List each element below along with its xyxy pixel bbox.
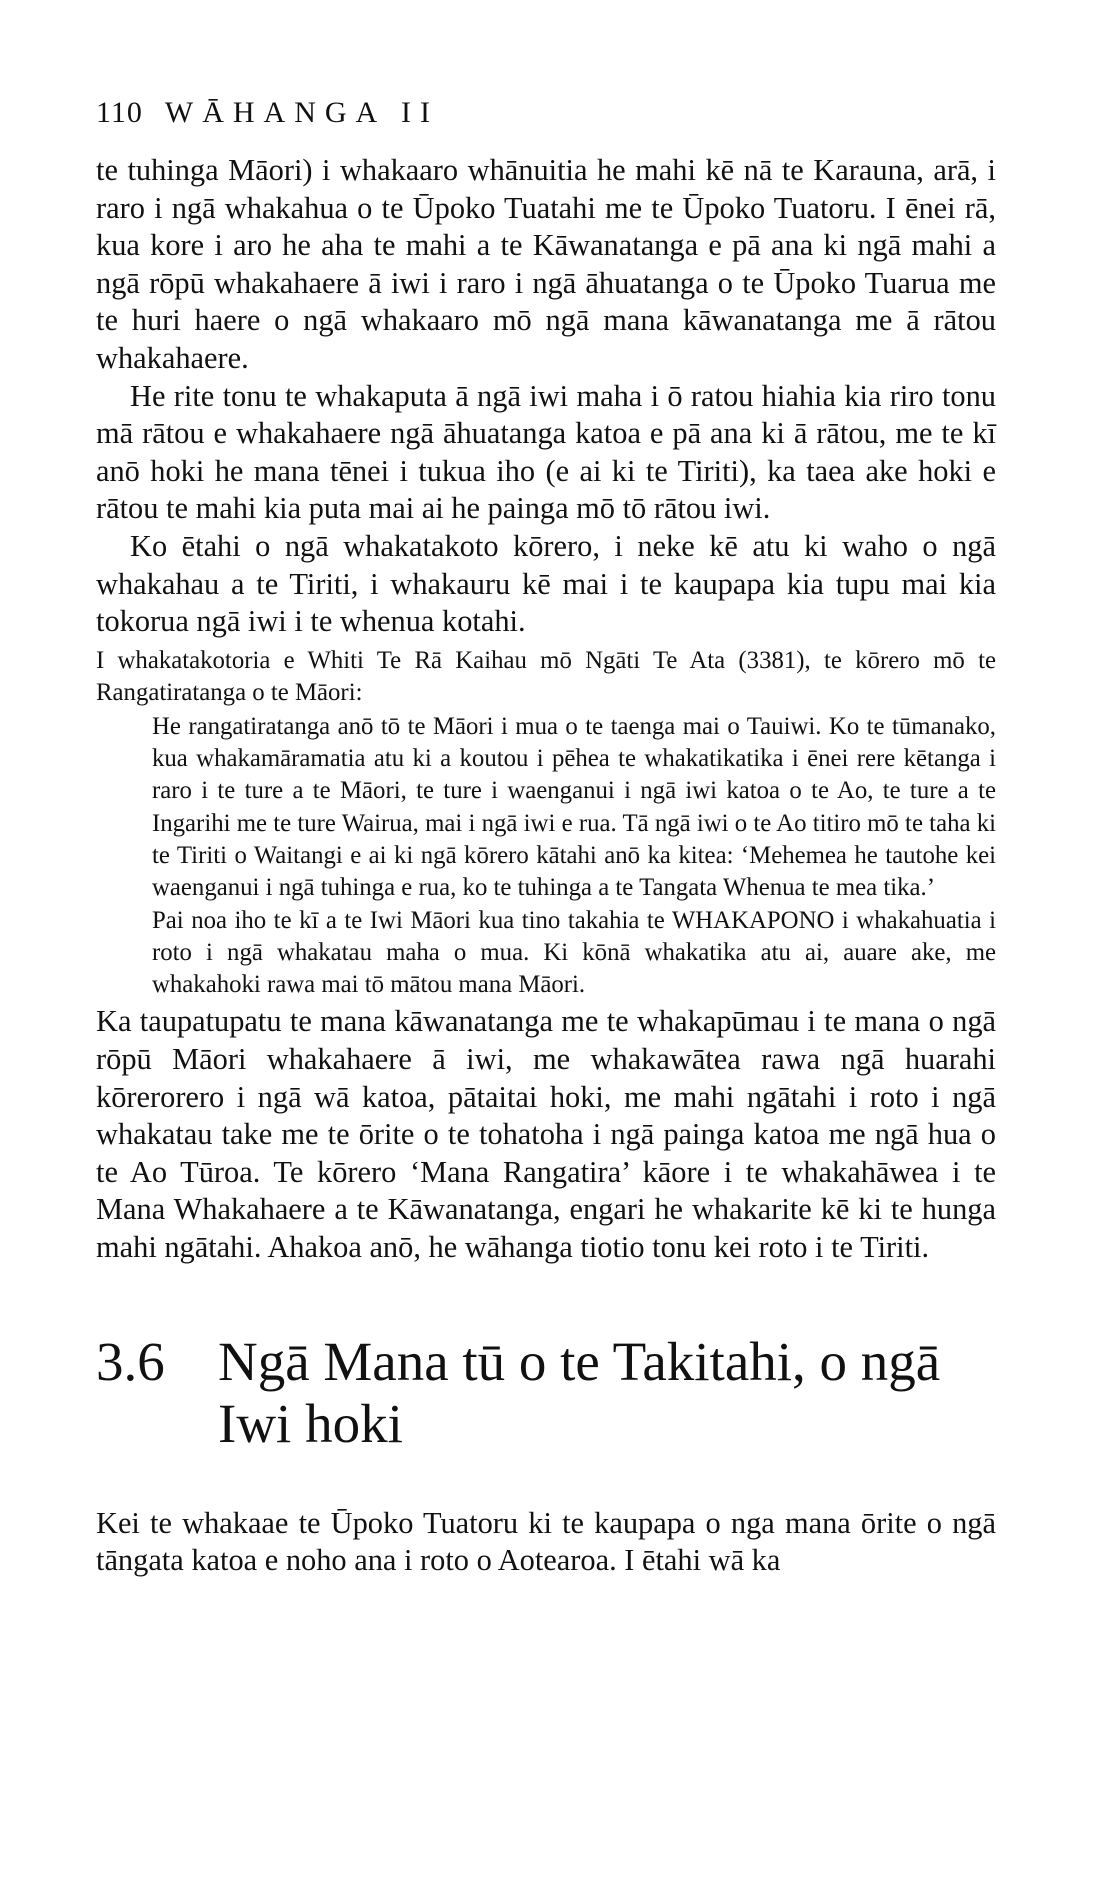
section-label: WĀHANGA II — [164, 96, 440, 129]
section-title: Ngā Mana tū o te Takitahi, o ngā Iwi hoki — [218, 1330, 941, 1454]
running-head — [96, 96, 996, 130]
paragraph: Kei te whakaae te Ūpoko Tuatoru ki te kaupapa o nga mana ōrite o ngā tāngata katoa e noho ana i roto o Aotearoa. I ētahi wā ka — [96, 1505, 996, 1578]
paragraph-continued: te tuhinga Māori) i whakaaro whānuitia he mahi kē nā te Karauna, arā, i raro i ngā whakahua o te Ūpoko Tuatahi me te Ūpoko Tuatoru. I ēnei rā, kua kore i aro he aha te mahi a te Kāwanatanga e pā ana ki ngā mahi a ngā rōpū whakahaere ā iwi i raro i ngā āhuatanga o te Ūpoko Tuarua me te huri haere o ngā whakaaro mō ngā mana kāwanatanga me ā rātou whakahaere. — [96, 153, 996, 375]
body-text — [96, 152, 996, 641]
section-heading — [96, 1331, 996, 1455]
quote-paragraph: Pai noa iho te kī a te Iwi Māori kua tino takahia te WHAKAPONO i whakahuatia i roto i ngā whakatau maha o mua. Ki kōnā whakatika atu ai, auare ake, me whakahoki rawa mai tō mātou mana Māori. — [152, 906, 996, 999]
quote-intro: I whakatakotoria e Whiti Te Rā Kaihau mō Ngāti Te Ata (3381), te kōrero mō te Rangatiratanga o te Māori: — [96, 646, 996, 706]
paragraph: Ko ētahi o ngā whakatakoto kōrero, i neke kē atu ki waho o ngā whakahau a te Tiriti, i whakauru kē mai i te kaupapa kia tupu mai kia tokorua ngā iwi i te whenua kotahi. — [96, 528, 996, 639]
book-page — [96, 96, 996, 1580]
paragraph: Ka taupatupatu te mana kāwanatanga me te whakapūmau i te mana o ngā rōpū Māori whakahaere ā iwi, me whakawātea rawa ngā huarahi kōrerorero i ngā wā katoa, pātaitai hoki, me mahi ngātahi i roto i ngā whakatau take me te ōrite o te tohatoha i ngā painga katoa me ngā hua o te Ao Tūroa. Te kōrero ‘Mana Rangatira’ kāore i te whakahāwea i te Mana Whakahaere a te Kāwanatanga, engari he whakarite kē ki te hunga mahi ngātahi. Ahakoa anō, he wāhanga tiotio tonu kei roto i te Tiriti. — [96, 1004, 996, 1264]
body-text-after-quote — [96, 1003, 996, 1266]
block-quote — [152, 711, 996, 1002]
paragraph: He rite tonu te whakaputa ā ngā iwi maha i ō ratou hiahia kia riro tonu mā rātou e whakahaere ngā āhuatanga katoa e pā ana ki ā rātou, me te kī anō hoki he mana tēnei i tukua iho (e ai ki te Tiriti), ka taea ake hoki e rātou te mahi kia puta mai ai he painga mō tō rātou iwi. — [96, 378, 996, 526]
quote-paragraph: He rangatiratanga anō tō te Māori i mua o te taenga mai o Tauiwi. Ko te tūmanako, kua whakamāramatia atu ki a koutou i pēhea te whakatikatika i ēnei rere kētanga i raro i te ture a te Māori, te ture i waenganui i ngā iwi katoa o te Ao, te ture a te Ingarihi me te ture Wairua, mai i ngā iwi e rua. Tā ngā iwi o te Ao titiro mō te taha ki te Tiriti o Waitangi e ai ki ngā kōrero kātahi anō ka kitea: ‘Mehemea he tautohe kei waenganui i ngā tuhinga e rua, ko te tuhinga a te Tangata Whenua te mea tika.’ — [152, 712, 996, 902]
section-number: 3.6 — [96, 1330, 165, 1392]
body-text-final — [96, 1505, 996, 1580]
page-number: 110 — [96, 96, 143, 129]
